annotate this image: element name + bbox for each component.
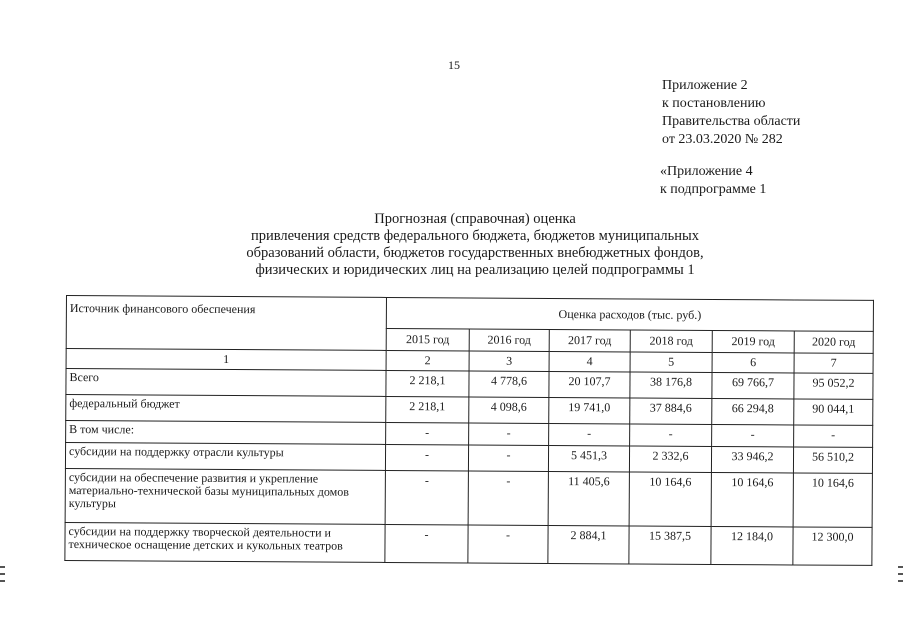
value-cell: 33 946,2 [711, 446, 793, 473]
row-label: субсидии на поддержку отрасли культуры [65, 443, 385, 471]
value-cell: - [385, 524, 468, 563]
value-cell: 2 218,1 [386, 370, 469, 397]
subappendix-block [660, 163, 766, 199]
value-cell: 4 778,6 [469, 371, 549, 397]
value-cell: - [549, 423, 630, 445]
value-cell: 15 387,5 [629, 526, 711, 565]
row-label: В том числе: [66, 421, 386, 445]
appendix-line: Правительства области [662, 114, 801, 129]
scan-mark [898, 580, 903, 582]
year-header: 2017 год [549, 329, 630, 351]
value-cell: - [468, 471, 548, 525]
year-header: 2020 год [794, 331, 873, 353]
scan-mark [0, 573, 5, 575]
column-number: 3 [469, 351, 549, 371]
value-cell: 56 510,2 [793, 447, 872, 473]
column-number: 5 [630, 352, 712, 373]
page-number: 15 [448, 58, 460, 72]
scan-mark [0, 580, 5, 582]
year-header: 2015 год [386, 328, 469, 351]
appendix-line: от 23.03.2020 № 282 [662, 132, 783, 147]
column-number: 6 [712, 352, 794, 373]
value-cell: 90 044,1 [794, 399, 873, 425]
column-number: 2 [386, 350, 469, 371]
value-cell: 2 332,6 [629, 446, 711, 473]
appendix-block [662, 77, 800, 149]
value-cell: 66 294,8 [712, 398, 794, 425]
funding-table [64, 295, 874, 566]
title-line: Прогнозная (справочная) оценка [374, 211, 576, 227]
column-number: 7 [794, 353, 873, 373]
value-cell: - [630, 424, 712, 447]
value-cell: 20 107,7 [549, 371, 630, 397]
table-row [65, 522, 872, 565]
value-cell: - [468, 525, 548, 563]
row-label: Всего [66, 369, 386, 397]
row-label: федеральный бюджет [66, 395, 386, 423]
appendix-line: Приложение 2 [662, 78, 748, 93]
value-cell: - [794, 425, 873, 447]
estimate-header: Оценка расходов (тыс. руб.) [386, 297, 873, 331]
value-cell: 38 176,8 [630, 372, 712, 399]
value-cell: 2 884,1 [548, 525, 629, 563]
value-cell: 10 164,6 [629, 472, 711, 526]
row-label: субсидии на обеспечение развития и укрепление материально-технической базы муниципальных домов культуры [65, 468, 385, 524]
value-cell: - [386, 422, 469, 445]
value-cell: - [469, 423, 549, 445]
value-cell: 10 164,6 [793, 473, 872, 527]
scan-mark [0, 566, 5, 568]
value-cell: 19 741,0 [549, 397, 630, 423]
appendix-line: к постановлению [662, 96, 766, 111]
subappendix-line: к подпрограмме 1 [660, 182, 767, 197]
row-label: субсидии на поддержку творческой деятельности и техническое оснащение детских и кукольных театров [65, 522, 385, 562]
value-cell: 37 884,6 [630, 398, 712, 425]
scan-mark [898, 573, 903, 575]
value-cell: - [385, 470, 468, 525]
value-cell: 2 218,1 [386, 396, 469, 423]
value-cell: 12 300,0 [793, 527, 872, 565]
value-cell: - [712, 424, 794, 447]
title-line: образований области, бюджетов государственных внебюджетных фондов, [246, 245, 704, 261]
scan-mark [898, 566, 903, 568]
year-header: 2018 год [630, 330, 712, 353]
subappendix-line: «Приложение 4 [660, 164, 753, 179]
value-cell: - [468, 445, 548, 471]
value-cell: 12 184,0 [711, 526, 793, 565]
table-row [65, 468, 872, 527]
value-cell: 69 766,7 [712, 372, 794, 399]
value-cell: 5 451,3 [548, 445, 629, 471]
document-title [150, 211, 800, 279]
value-cell: 10 164,6 [711, 472, 793, 526]
column-number: 1 [66, 349, 386, 371]
table-header-row [66, 296, 873, 332]
year-header: 2016 год [469, 329, 549, 351]
title-line: физических и юридических лиц на реализацию целей подпрограммы 1 [255, 262, 695, 278]
source-header: Источник финансового обеспечения [66, 296, 386, 351]
value-cell: - [385, 444, 468, 471]
value-cell: 4 098,6 [469, 397, 549, 423]
value-cell: 95 052,2 [794, 373, 873, 399]
value-cell: 11 405,6 [548, 471, 629, 525]
title-line: привлечения средств федерального бюджета, бюджетов муниципальных [250, 228, 700, 244]
column-number: 4 [549, 351, 630, 371]
year-header: 2019 год [712, 330, 794, 353]
